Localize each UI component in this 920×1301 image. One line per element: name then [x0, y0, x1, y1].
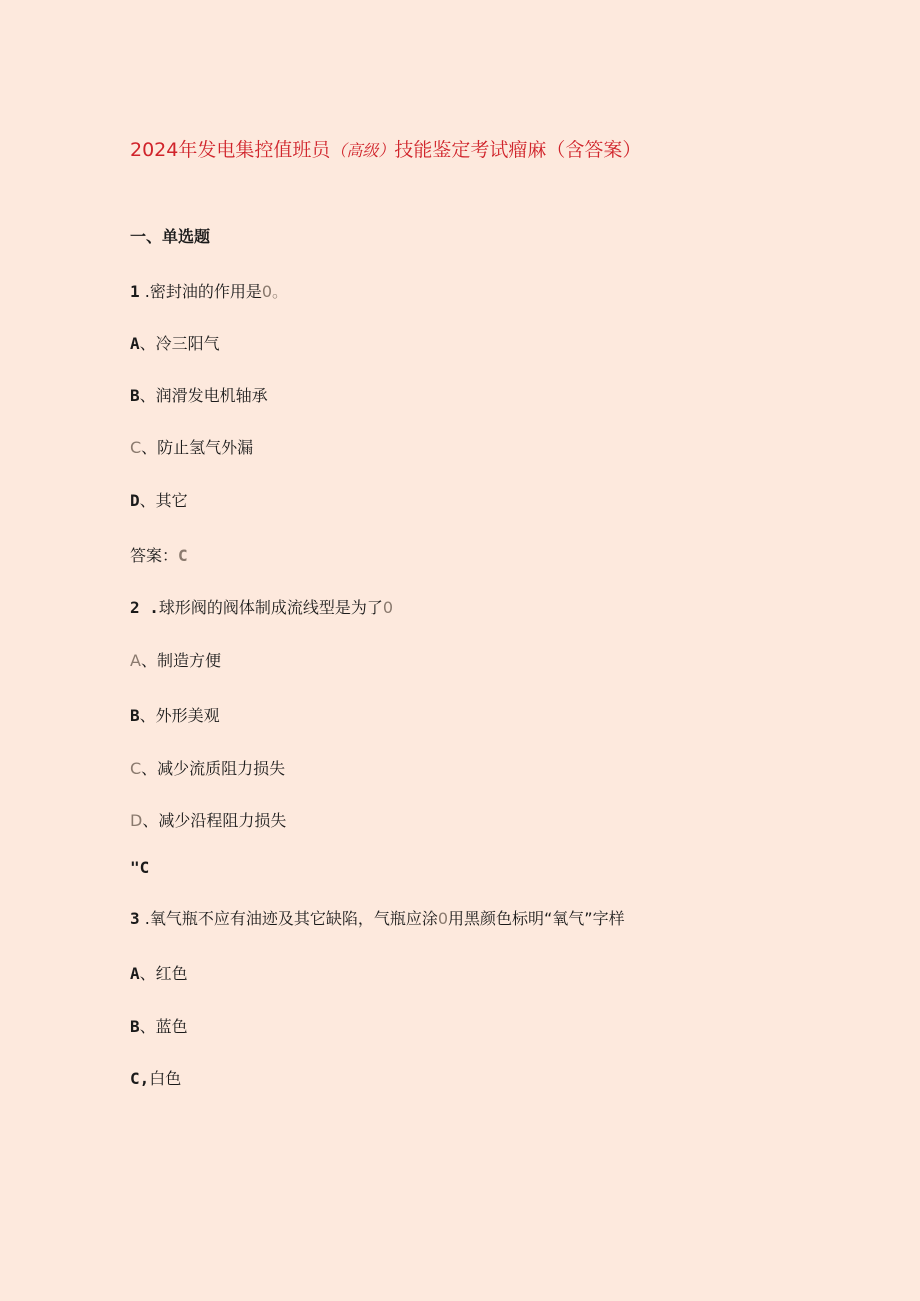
q3-option-c-text: 白色 [149, 1069, 182, 1088]
q3-option-b-text: 、蓝色 [139, 1017, 188, 1036]
q3-option-c-letter: C, [130, 1069, 150, 1088]
question-3-text-b: 用黑颜色标明“氧气”字样 [448, 909, 625, 928]
q2-option-b-text: 、外形美观 [139, 706, 220, 725]
q3-option-a-text: 、红色 [139, 964, 188, 983]
title-rest: 技能鉴定考试瘤麻（含答案） [394, 139, 642, 161]
question-2-dot: . [139, 598, 159, 617]
title-level: （高级） [330, 141, 395, 160]
q1-option-d-letter: D [130, 491, 140, 510]
question-2-blank: 0 [382, 598, 394, 617]
q1-option-d [130, 491, 188, 511]
q1-option-b-letter: B [130, 386, 140, 405]
question-2 [130, 598, 393, 618]
q1-option-a-text: 、冷三阳气 [139, 334, 220, 353]
q3-option-c [130, 1069, 181, 1089]
q2-option-b-letter: B [130, 706, 140, 725]
q3-option-b-letter: B [130, 1017, 140, 1036]
question-1 [130, 282, 288, 302]
question-1-blank: 0。 [261, 282, 289, 301]
q2-option-c [130, 759, 285, 779]
question-3 [130, 909, 625, 929]
title-main: 2024年发电集控值班员 [130, 139, 331, 161]
q1-answer-value: C [178, 546, 188, 565]
q1-option-c [130, 438, 253, 458]
q3-option-a-letter: A [130, 964, 140, 983]
section-heading: 一、单选题 [130, 227, 211, 246]
q1-answer-label: 答案： [130, 546, 179, 565]
q1-answer [130, 546, 188, 566]
q2-option-a-letter: A [130, 651, 141, 670]
q2-option-d-letter: D [130, 811, 143, 830]
q2-option-b [130, 706, 220, 726]
q2-option-a [130, 651, 221, 671]
question-2-number: 2 [130, 598, 140, 617]
q3-option-b [130, 1017, 188, 1037]
question-3-text-a: .氧气瓶不应有油迹及其它缺陷，气瓶应涂 [144, 909, 438, 928]
q2-option-a-text: 、制造方便 [140, 651, 221, 670]
q1-option-b [130, 386, 268, 406]
q2-option-d [130, 811, 286, 831]
q1-option-b-text: 、润滑发电机轴承 [139, 386, 268, 405]
q2-option-c-text: 、减少流质阻力损失 [141, 759, 286, 778]
question-3-blank: 0 [437, 909, 449, 928]
document-title [130, 138, 641, 163]
q1-option-a-letter: A [130, 334, 140, 353]
q1-option-a [130, 334, 220, 354]
q2-answer: "C [130, 858, 150, 877]
question-1-text: .密封油的作用是 [144, 282, 262, 301]
q1-option-c-letter: C [130, 438, 142, 457]
question-3-number: 3 [130, 909, 140, 928]
question-1-number: 1 [130, 282, 140, 301]
question-2-text: 球形阀的阀体制成流线型是为了 [158, 598, 383, 617]
q2-option-c-letter: C [130, 759, 142, 778]
q1-option-c-text: 、防止氢气外漏 [141, 438, 254, 457]
q2-option-d-text: 、减少沿程阻力损失 [142, 811, 287, 830]
q1-option-d-text: 、其它 [139, 491, 188, 510]
q3-option-a [130, 964, 188, 984]
